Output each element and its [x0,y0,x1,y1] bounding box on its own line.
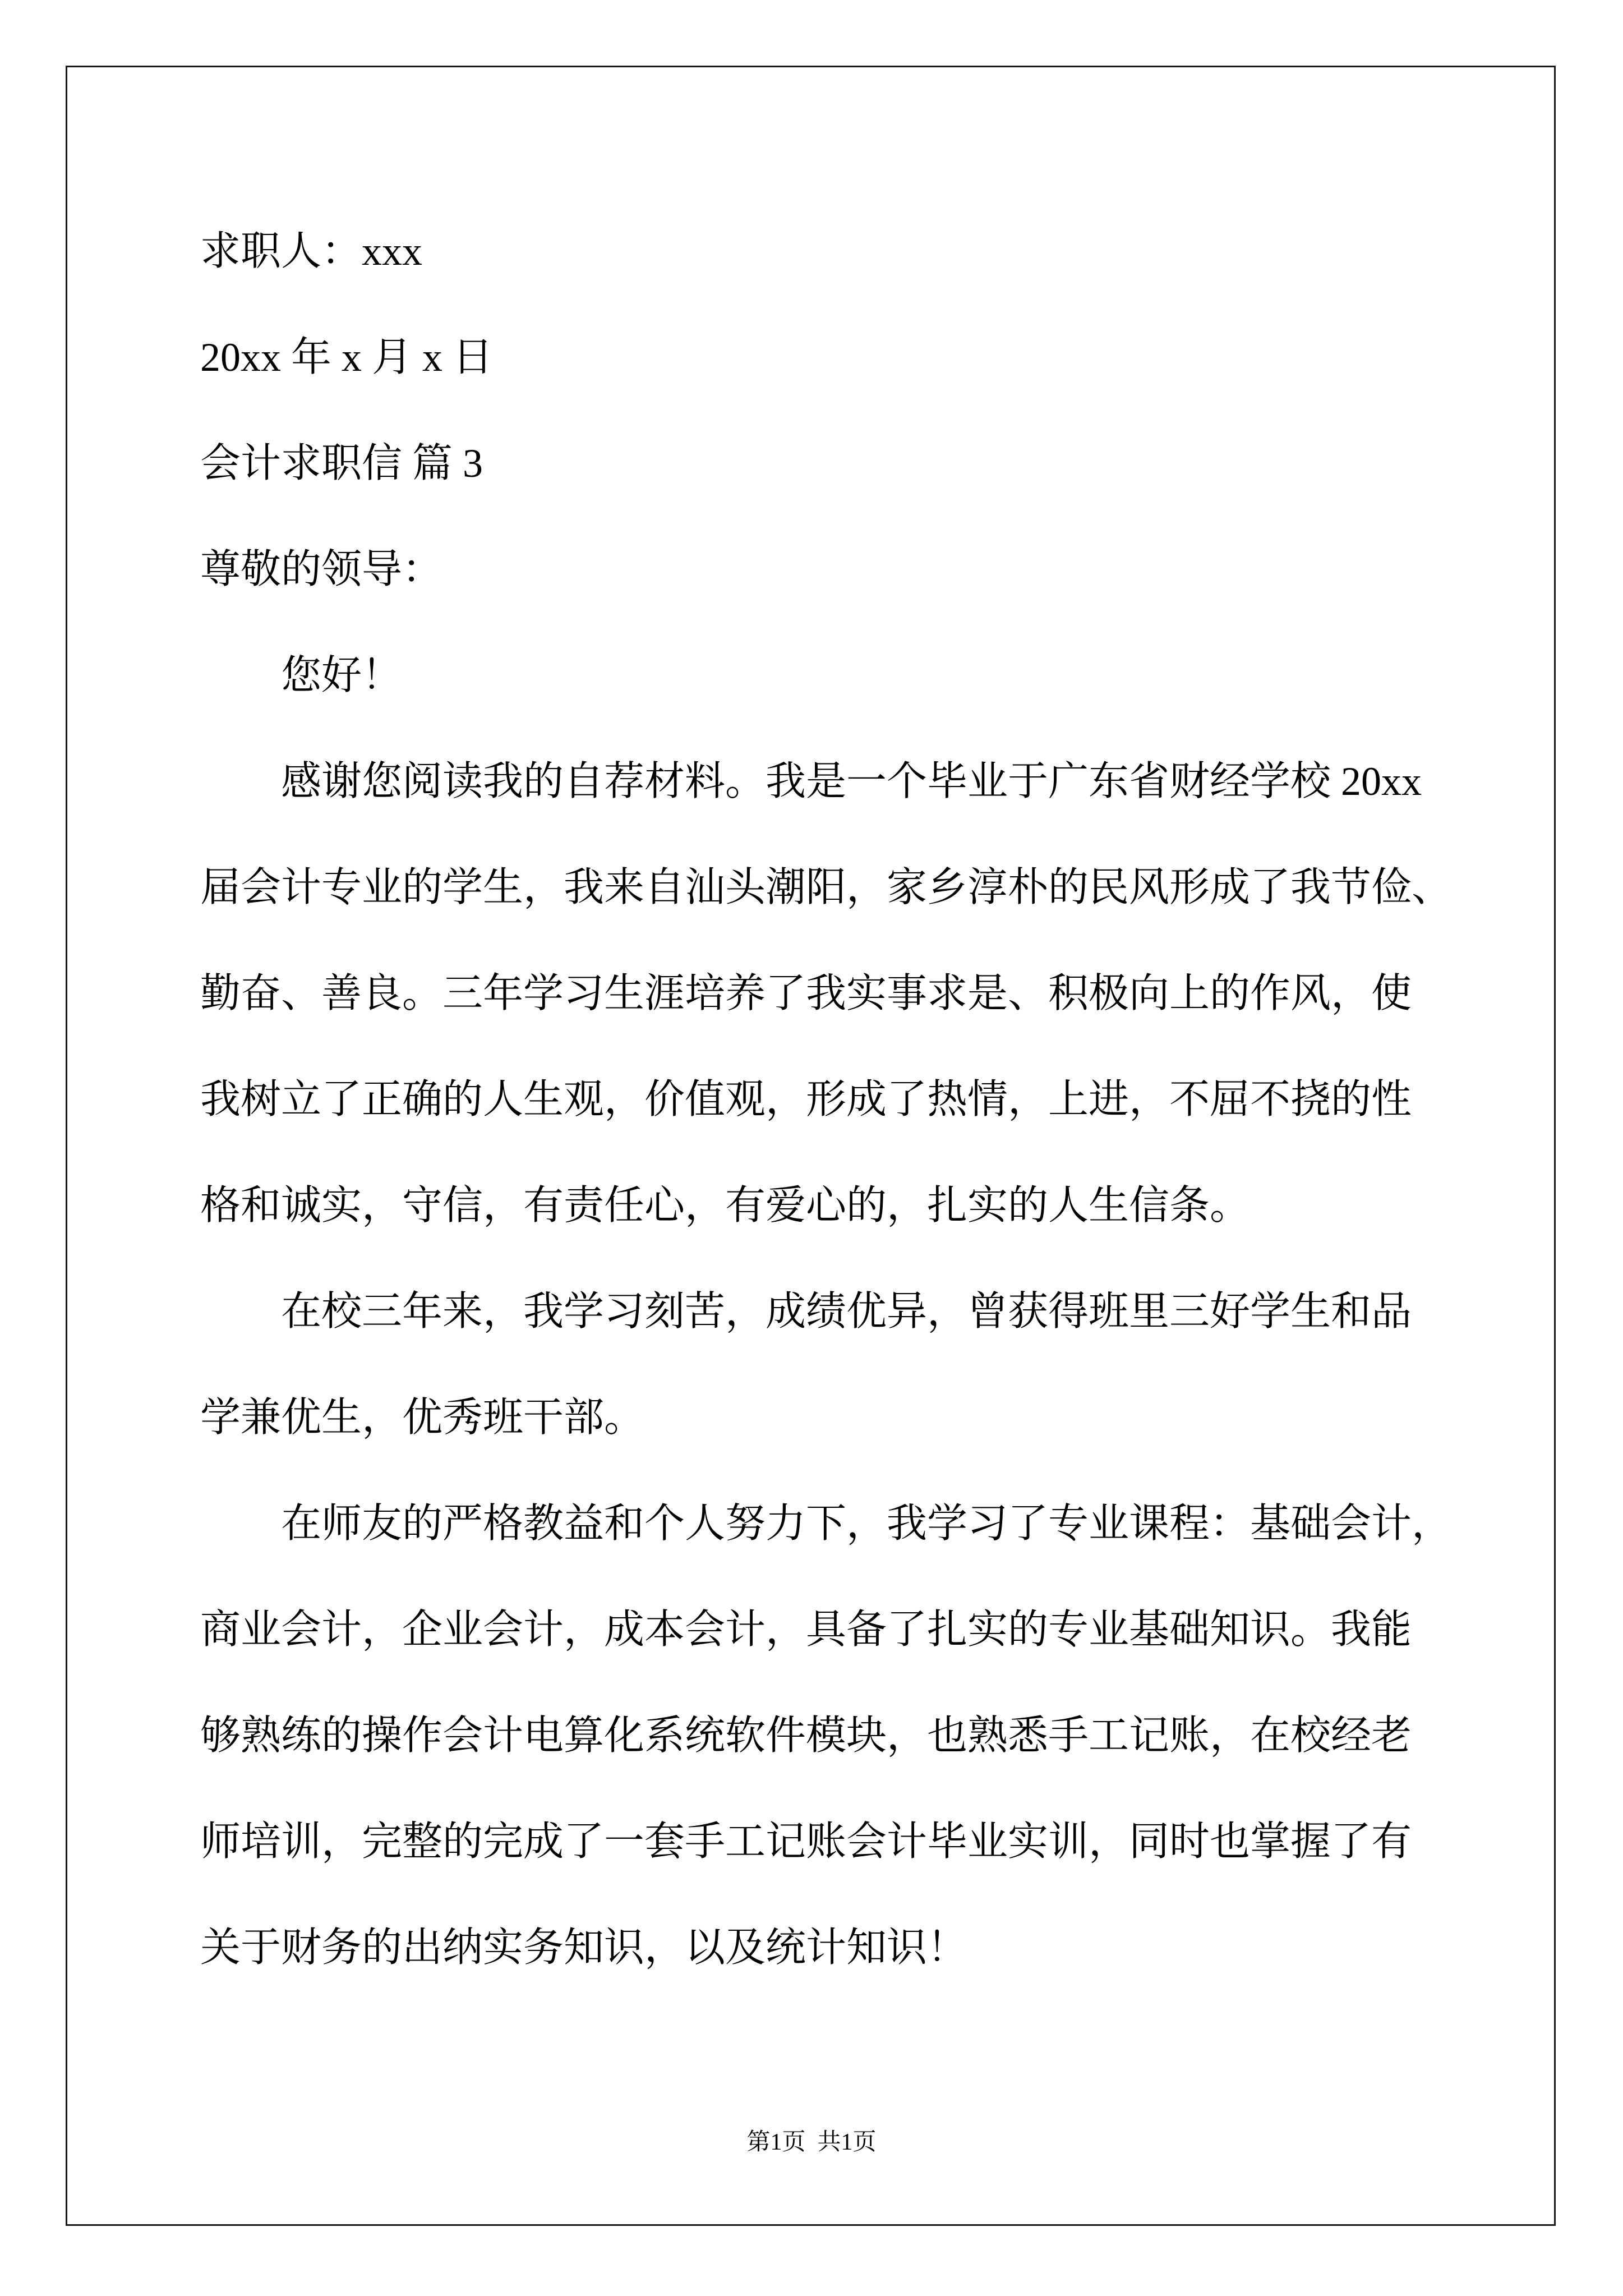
letter-title: 会计求职信 篇 3 [200,441,483,486]
paragraph-line: 我树立了正确的人生观，价值观，形成了热情，上进，不屈不挠的性 [200,1077,1412,1122]
greeting: 您好！ [281,653,403,698]
paragraph-line: 关于财务的出纳实务知识，以及统计知识！ [200,1925,968,1970]
paragraph-line: 够熟练的操作会计电算化系统软件模块，也熟悉手工记账，在校经老 [200,1713,1412,1758]
signature-date: 20xx 年 x 月 x 日 [200,335,494,380]
paragraph-line: 勤奋、善良。三年学习生涯培养了我实事求是、积极向上的作风，使 [200,971,1412,1016]
page-number-footer: 第1页 共1页 [746,2129,877,2155]
paragraph-line: 商业会计，企业会计，成本会计，具备了扎实的专业基础知识。我能 [200,1607,1412,1652]
letter-body [200,199,1535,2001]
paragraph-school-record [200,1259,1535,1471]
paragraph-introduction [200,729,1535,1259]
paragraph-line: 届会计专业的学生，我来自汕头潮阳，家乡淳朴的民风形成了我节俭、 [200,865,1453,910]
paragraph-line: 感谢您阅读我的自荐材料。我是一个毕业于广东省财经学校 20xx [281,759,1422,804]
applicant-signature: 求职人：xxx [200,229,423,274]
paragraph-line: 在师友的严格教益和个人努力下，我学习了专业课程：基础会计， [281,1501,1453,1546]
paragraph-line: 格和诚实，守信，有责任心，有爱心的，扎实的人生信条。 [200,1183,1251,1228]
paragraph-line: 师培训，完整的完成了一套手工记账会计毕业实训，同时也掌握了有 [200,1819,1412,1864]
paragraph-line: 在校三年来，我学习刻苦，成绩优异，曾获得班里三好学生和品 [281,1289,1412,1334]
paragraph-professional-skills [200,1471,1535,2001]
paragraph-line: 学兼优生，优秀班干部。 [200,1395,645,1440]
salutation: 尊敬的领导： [200,547,443,592]
